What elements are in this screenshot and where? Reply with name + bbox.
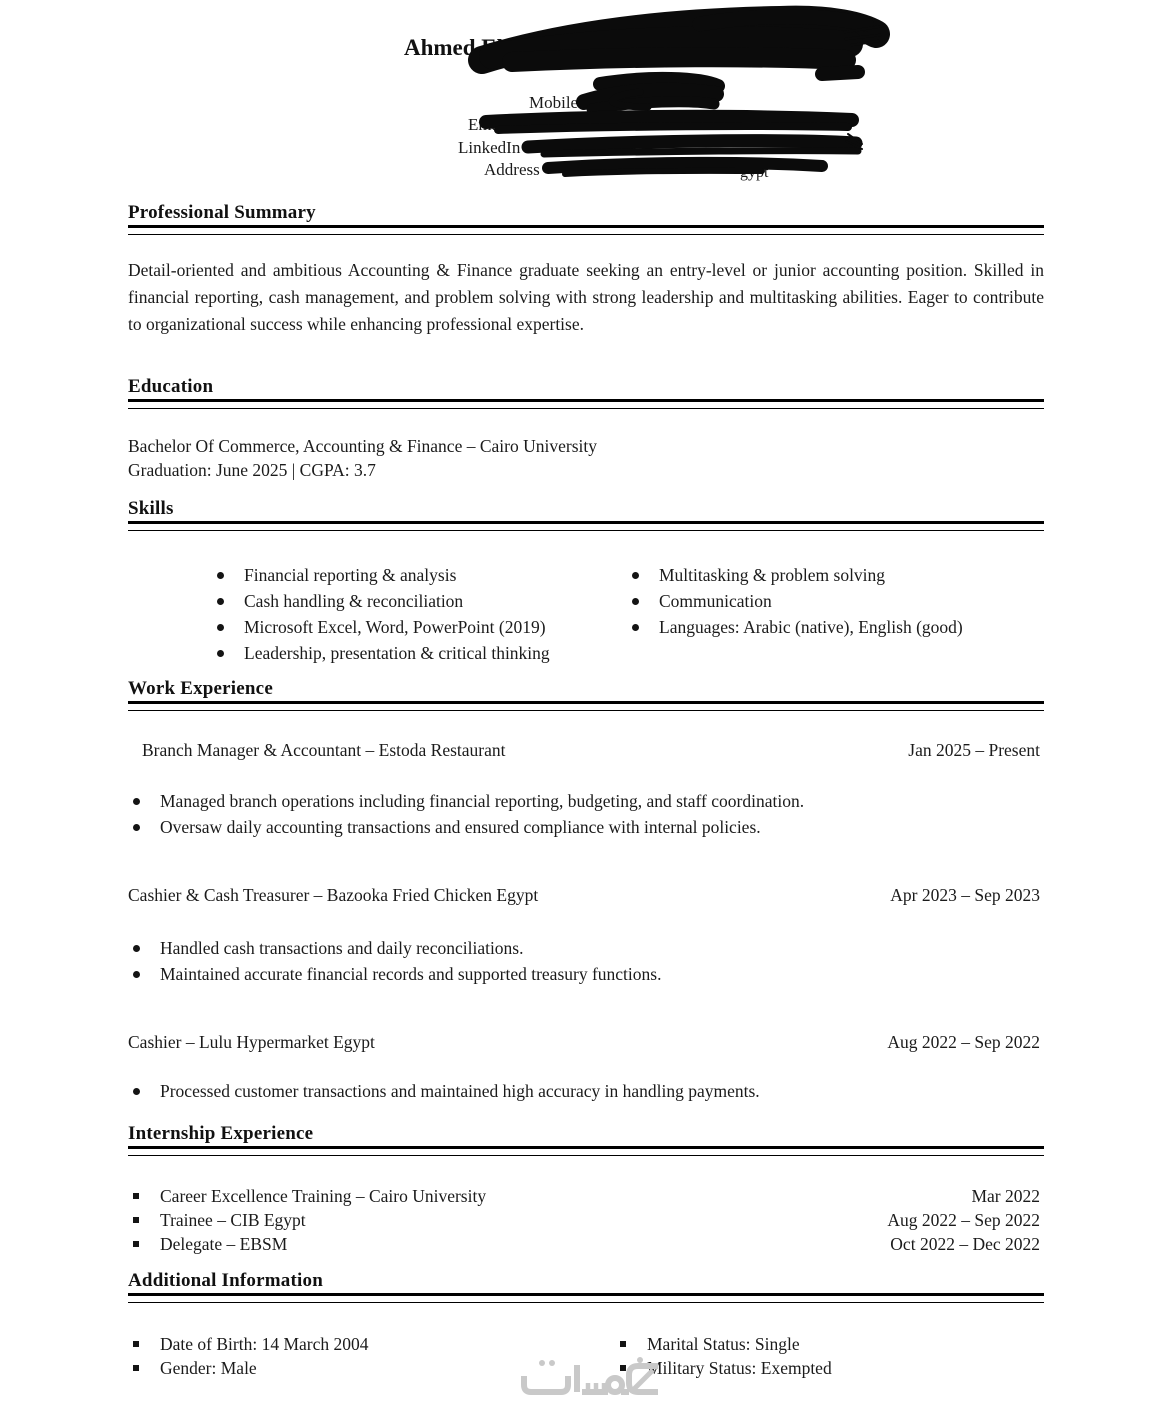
- internship-role: Delegate – EBSM: [160, 1234, 288, 1254]
- skill-text: Multitasking & problem solving: [659, 565, 886, 585]
- section-divider: [128, 1146, 1044, 1156]
- skill-item: [128, 614, 632, 640]
- section-title-professional-summary: Professional Summary: [128, 202, 316, 223]
- internship-item: [128, 1232, 1044, 1256]
- section-divider: [128, 225, 1044, 235]
- additional-column-right: [615, 1332, 1044, 1380]
- section-divider: [128, 521, 1044, 531]
- skill-item: [632, 614, 1044, 640]
- bullet-square-icon: [133, 1208, 160, 1232]
- skill-item: [632, 588, 1044, 614]
- job-bullet: [128, 935, 1044, 961]
- candidate-name: Ahmed El: [404, 35, 504, 60]
- section-divider: [128, 701, 1044, 711]
- email-label: Email: [468, 115, 509, 134]
- address-label: Address: [484, 160, 540, 179]
- job-bullet: [128, 1078, 1044, 1104]
- skill-item: [128, 562, 632, 588]
- job-bullet-list: [128, 788, 1044, 840]
- internship-item: [128, 1208, 1044, 1232]
- job-role: Cashier – Lulu Hypermarket Egypt: [128, 1032, 375, 1052]
- section-title-education: Education: [128, 376, 214, 397]
- job-bullet-text: Handled cash transactions and daily reconciliations.: [160, 938, 524, 958]
- bullet-square-icon: [133, 1232, 160, 1256]
- job-bullet: [128, 961, 1044, 987]
- job-dates: Jan 2025 – Present: [908, 740, 1040, 760]
- internship-dates: Aug 2022 – Sep 2022: [887, 1210, 1040, 1230]
- additional-item: [128, 1332, 615, 1356]
- job-bullet: [128, 814, 1044, 840]
- job-bullet-text: Oversaw daily accounting transactions and ensured compliance with internal policies.: [160, 817, 761, 837]
- skills-list: [128, 562, 1044, 666]
- additional-item: [615, 1332, 1044, 1356]
- section-skills: [128, 497, 1044, 666]
- education-details: Graduation: June 2025 | CGPA: 3.7: [128, 460, 376, 480]
- skill-text: Languages: Arabic (native), English (good): [659, 617, 963, 637]
- section-title-additional: Additional Information: [128, 1270, 323, 1291]
- internship-dates: Oct 2022 – Dec 2022: [890, 1234, 1040, 1254]
- job-dates: Apr 2023 – Sep 2023: [890, 885, 1040, 905]
- khamsat-watermark-logo-icon: [512, 1356, 662, 1402]
- job-bullet-text: Maintained accurate financial records and supported treasury functions.: [160, 964, 662, 984]
- internship-list: [128, 1184, 1044, 1256]
- section-education: [128, 375, 1044, 482]
- job-role: Branch Manager & Accountant – Estoda Restaurant: [142, 740, 506, 760]
- skill-text: Financial reporting & analysis: [244, 565, 457, 585]
- job-header: [128, 1031, 1044, 1053]
- skill-text: Leadership, presentation & critical thinking: [244, 643, 550, 663]
- job-bullet-list: [128, 935, 1044, 987]
- skill-text: Microsoft Excel, Word, PowerPoint (2019): [244, 617, 546, 637]
- skill-item: [632, 562, 1044, 588]
- skill-item: [128, 588, 632, 614]
- internship-dates: Mar 2022: [971, 1186, 1040, 1206]
- bullet-square-icon: [133, 1184, 160, 1208]
- section-professional-summary: [128, 201, 1044, 338]
- section-title-internship: Internship Experience: [128, 1123, 314, 1144]
- job-bullet-list: [128, 1078, 1044, 1104]
- skills-column-right: [632, 562, 1044, 666]
- redaction-scribble: [0, 0, 1170, 200]
- summary-paragraph: Detail-oriented and ambitious Accounting & Finance graduate seeking an entry-level or junior accounting position. Skilled in financial reporting, cash management, and problem solving with strong leadership and multitasking abilities. Eager to contribute to organizational success while enhancing professional expertise.: [128, 260, 1044, 334]
- section-work-experience: [128, 677, 1044, 1104]
- education-degree: Bachelor Of Commerce, Accounting & Finance – Cairo University: [128, 436, 597, 456]
- address-suffix-fragment: gypt: [740, 164, 769, 181]
- section-divider: [128, 399, 1044, 409]
- job-role: Cashier & Cash Treasurer – Bazooka Fried Chicken Egypt: [128, 885, 539, 905]
- skill-item: [128, 640, 632, 666]
- section-title-skills: Skills: [128, 498, 174, 519]
- additional-text: Military Status: Exempted: [647, 1358, 832, 1378]
- job-header: [128, 884, 1044, 906]
- khamsat-watermark: [512, 1356, 662, 1402]
- skill-text: Communication: [659, 591, 772, 611]
- job-bullet: [128, 788, 1044, 814]
- section-divider: [128, 1293, 1044, 1303]
- additional-item: [615, 1356, 1044, 1380]
- additional-text: Marital Status: Single: [647, 1334, 800, 1354]
- section-title-work-experience: Work Experience: [128, 678, 273, 699]
- job-dates: Aug 2022 – Sep 2022: [887, 1032, 1040, 1052]
- skill-text: Cash handling & reconciliation: [244, 591, 464, 611]
- section-internship-experience: [128, 1122, 1044, 1256]
- job-bullet-text: Managed branch operations including financial reporting, budgeting, and staff coordination.: [160, 791, 805, 811]
- additional-text: Date of Birth: 14 March 2004: [160, 1334, 369, 1354]
- internship-item: [128, 1184, 1044, 1208]
- skills-column-left: [128, 562, 632, 666]
- linkedin-label: LinkedIn: [458, 138, 521, 157]
- internship-role: Career Excellence Training – Cairo University: [160, 1186, 487, 1206]
- additional-text: Gender: Male: [160, 1358, 257, 1378]
- job-bullet-text: Processed customer transactions and maintained high accuracy in handling payments.: [160, 1081, 760, 1101]
- mobile-label: Mobile: [529, 93, 579, 112]
- internship-role: Trainee – CIB Egypt: [160, 1210, 306, 1230]
- job-header: [128, 739, 1044, 761]
